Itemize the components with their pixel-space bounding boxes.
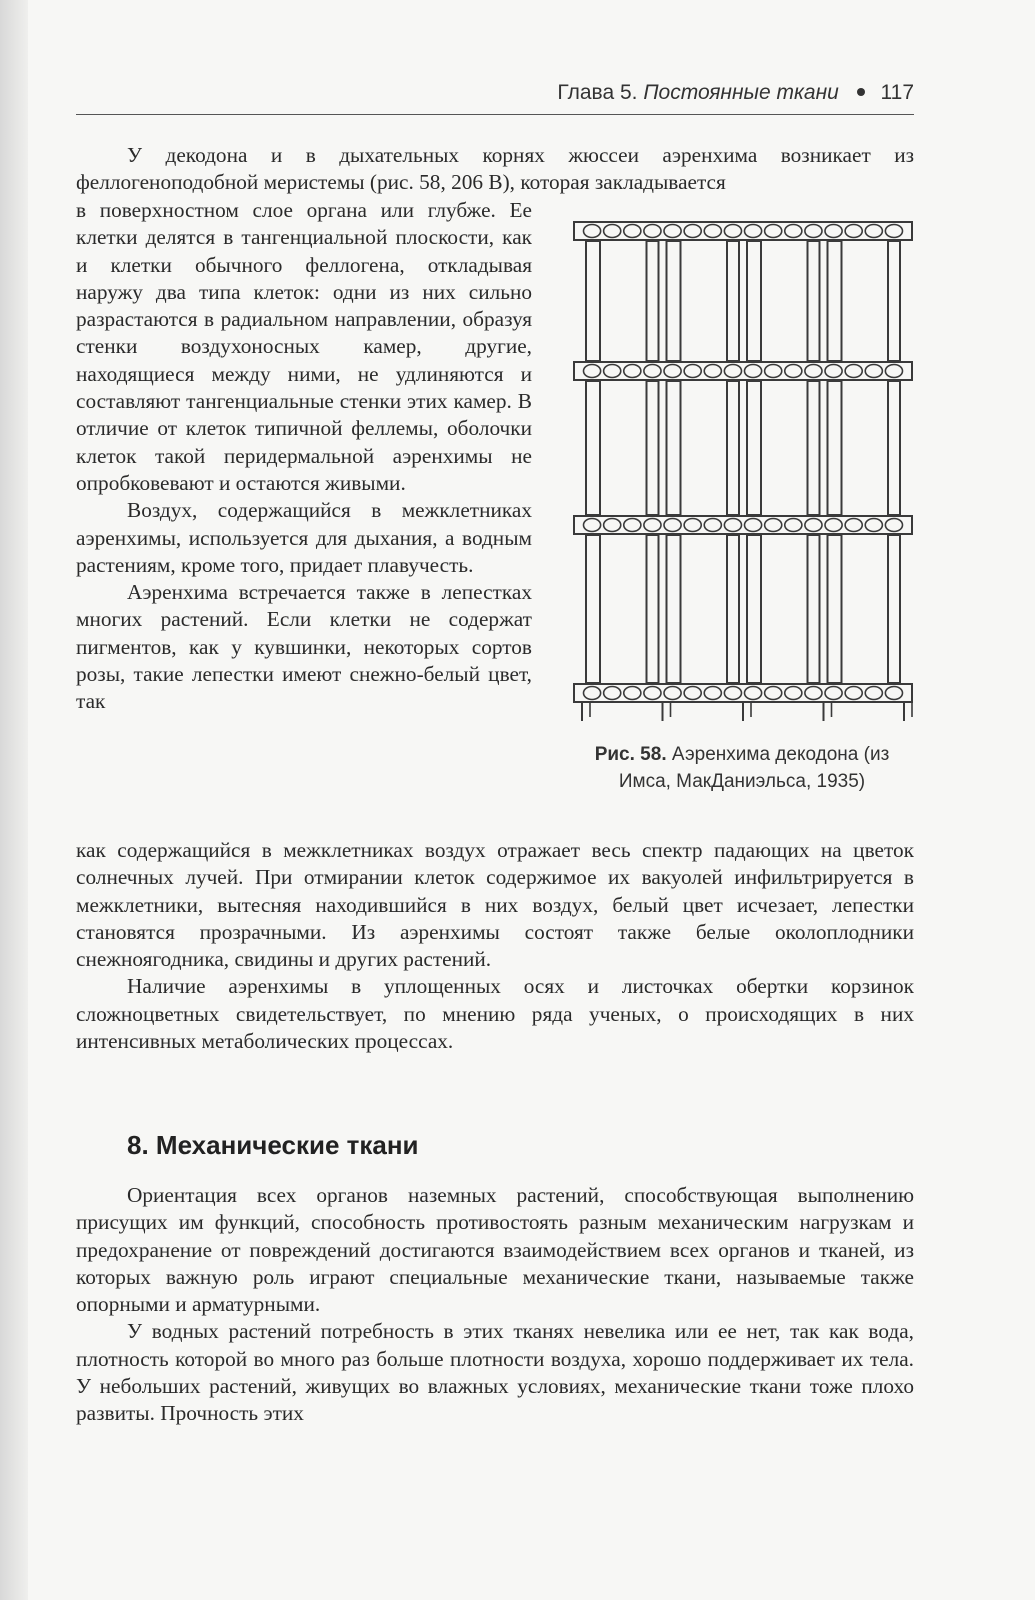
small-cell: [765, 225, 782, 238]
small-cell: [745, 225, 762, 238]
small-cell: [584, 365, 601, 378]
paragraph-2: Воздух, содержащийся в межклетниках аэренхимы, используется для дыхания, а водным растениям, кроме того, придает плавучесть.: [76, 498, 532, 577]
small-cell: [684, 225, 701, 238]
small-cell: [684, 519, 701, 532]
header-bullet: [857, 88, 865, 96]
small-cell: [765, 687, 782, 700]
small-cell: [584, 225, 601, 238]
tangential-band: [574, 684, 912, 702]
small-cell: [765, 519, 782, 532]
small-cell: [704, 365, 721, 378]
small-cell: [785, 687, 802, 700]
paragraph-1-continued: в поверхностном слое органа или глубже. Ее клетки делятся в тангенциальной плоскости, как и клетки обычного феллогена, откладывая наружу два типа клеток: одни из них сильно разрастаются в радиальном направлении, образуя стенки воздухоносных камер, другие, находящиеся между ними, не удлиняются и составляют тангенциальные стенки этих камер. В отличие от клеток типичной феллемы, оболочки клеток такой перидермальной аэренхимы не опробковевают и остаются живыми.: [76, 198, 532, 495]
section-heading: 8. Механические ткани: [127, 1130, 419, 1160]
radial-wall-cell: [888, 241, 900, 361]
radial-wall-cell: [586, 381, 600, 515]
paragraph-3-start: Аэренхима встречается также в лепестках многих растений. Если клетки не содержат пигментов, как у кувшинки, некоторых сортов розы, такие лепестки имеют снежно-белый цвет, так: [76, 580, 532, 714]
tangential-band: [574, 222, 912, 240]
radial-wall-cell: [828, 241, 842, 361]
section-text: [76, 1182, 914, 1428]
figure-caption: [582, 741, 902, 795]
small-cell: [825, 225, 842, 238]
radial-wall-cell: [647, 535, 659, 683]
radial-wall-cell: [586, 241, 600, 361]
small-cell: [624, 519, 641, 532]
small-cell: [624, 225, 641, 238]
small-cell: [664, 225, 681, 238]
small-cell: [785, 519, 802, 532]
small-cell: [865, 687, 882, 700]
tangential-band: [574, 516, 912, 534]
radial-wall-cell: [828, 381, 842, 515]
small-cell: [805, 519, 822, 532]
header-chapter: Глава 5.: [557, 81, 638, 104]
intro-paragraph: [76, 142, 914, 197]
small-cell: [704, 687, 721, 700]
full-width-text: [76, 837, 914, 1055]
radial-wall-cell: [747, 535, 761, 683]
header-title: Постоянные ткани: [643, 81, 839, 104]
radial-wall-cell: [747, 381, 761, 515]
small-cell: [785, 225, 802, 238]
paragraph-4: Наличие аэренхимы в уплощенных осях и листочках обертки корзинок сложноцветных свидетельствует, по мнению ряда ученых, о происходящих в них интенсивных метаболических процессах.: [76, 974, 914, 1054]
small-cell: [724, 365, 741, 378]
small-cell: [745, 365, 762, 378]
small-cell: [885, 365, 902, 378]
small-cell: [825, 365, 842, 378]
small-cell: [624, 365, 641, 378]
small-cell: [664, 365, 681, 378]
small-cell: [624, 687, 641, 700]
small-cell: [604, 365, 621, 378]
radial-wall-cell: [667, 241, 681, 361]
small-cell: [604, 519, 621, 532]
small-cell: [724, 519, 741, 532]
small-cell: [805, 365, 822, 378]
small-cell: [604, 225, 621, 238]
small-cell: [724, 687, 741, 700]
small-cell: [805, 687, 822, 700]
small-cell: [745, 519, 762, 532]
small-cell: [765, 365, 782, 378]
left-column-text: [76, 197, 532, 716]
small-cell: [845, 519, 862, 532]
radial-wall-cell: [667, 535, 681, 683]
section-paragraph-1: Ориентация всех органов наземных растений, способствующая выполнению присущих им функций, способность противостоять разным механическим нагрузкам и предохранение от повреждений достигаются взаимодействием всех органов и тканей, из которых важную роль играют специальные механические ткани, называемые также опорными и арматурными.: [76, 1183, 914, 1317]
small-cell: [865, 365, 882, 378]
radial-wall-cell: [727, 381, 739, 515]
radial-wall-cell: [808, 241, 820, 361]
radial-wall-cell: [828, 535, 842, 683]
figure-58-illustration: [568, 205, 914, 725]
small-cell: [825, 519, 842, 532]
small-cell: [664, 687, 681, 700]
small-cell: [644, 225, 661, 238]
aerenchyma-drawing: [568, 205, 914, 725]
small-cell: [825, 687, 842, 700]
small-cell: [704, 225, 721, 238]
small-cell: [644, 519, 661, 532]
small-cell: [584, 519, 601, 532]
small-cell: [785, 365, 802, 378]
small-cell: [805, 225, 822, 238]
page-number: 117: [880, 81, 914, 104]
section-paragraph-2: У водных растений потребность в этих тканях невелика или ее нет, так как вода, плотность которой во много раз больше плотности воздуха, хорошо поддерживает их тела. У небольших растений, живущих во влажных условиях, механические ткани тоже плохо развиты. Прочность этих: [76, 1319, 914, 1426]
radial-wall-cell: [888, 535, 900, 683]
small-cell: [865, 225, 882, 238]
small-cell: [845, 365, 862, 378]
small-cell: [584, 687, 601, 700]
tangential-band: [574, 362, 912, 380]
running-header: [76, 78, 914, 115]
intro-line: У декодона и в дыхательных корнях жюссеи аэренхима возникает из феллогеноподобной меристемы (рис. 58, 206 В), которая закладывается: [76, 143, 914, 195]
radial-wall-cell: [647, 241, 659, 361]
small-cell: [845, 687, 862, 700]
small-cell: [684, 365, 701, 378]
small-cell: [644, 687, 661, 700]
small-cell: [865, 519, 882, 532]
radial-wall-cell: [888, 381, 900, 515]
small-cell: [745, 687, 762, 700]
small-cell: [885, 225, 902, 238]
figure-label: Рис. 58.: [594, 744, 667, 765]
small-cell: [724, 225, 741, 238]
small-cell: [704, 519, 721, 532]
radial-wall-cell: [667, 381, 681, 515]
radial-wall-cell: [727, 535, 739, 683]
radial-wall-cell: [808, 535, 820, 683]
radial-wall-cell: [647, 381, 659, 515]
small-cell: [885, 687, 902, 700]
small-cell: [604, 687, 621, 700]
small-cell: [644, 365, 661, 378]
paragraph-3-continued: как содержащийся в межклетниках воздух отражает весь спектр падающих на цветок солнечных лучей. При отмирании клеток содержимое их вакуолей инфильтрируется в межклетники, вытесняя находившийся в них воздух, белый цвет исчезает, лепестки становятся прозрачными. Из аэренхимы состоят также белые околоплодники снежноягодника, свидины и других растений.: [76, 838, 914, 972]
radial-wall-cell: [727, 241, 739, 361]
radial-wall-cell: [747, 241, 761, 361]
small-cell: [845, 225, 862, 238]
small-cell: [885, 519, 902, 532]
page-gutter-shadow: [0, 0, 28, 1600]
small-cell: [684, 687, 701, 700]
figure-caption-text: Аэренхима декодона (из Имса, МакДаниэльса, 1935): [618, 744, 890, 792]
small-cell: [664, 519, 681, 532]
radial-wall-cell: [586, 535, 600, 683]
radial-wall-cell: [808, 381, 820, 515]
